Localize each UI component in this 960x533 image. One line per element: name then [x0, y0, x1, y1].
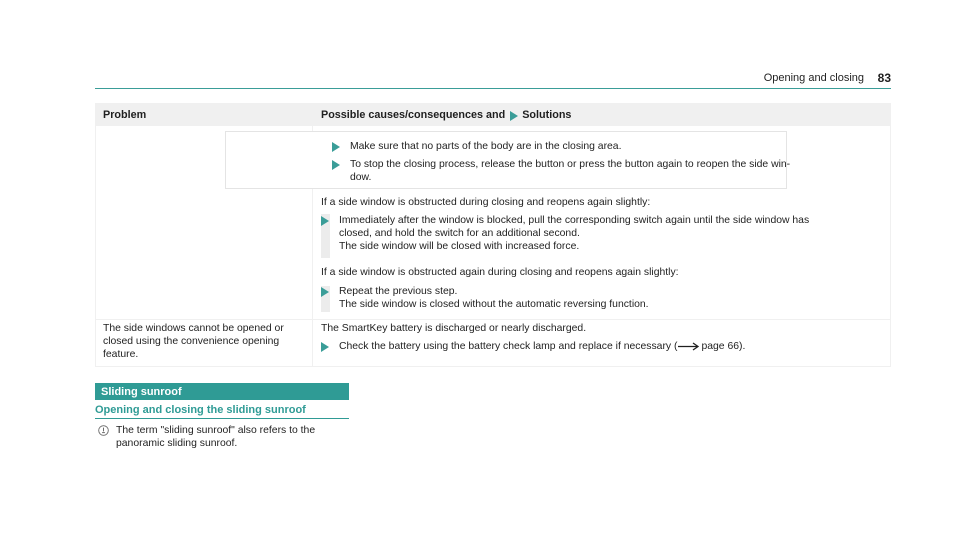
step-text: Immediately after the window is blocked, pull the corresponding switch again until the side window has closed, and hold the switch for an additional second. The side window will be closed with increased force.: [339, 215, 810, 252]
section-title: Opening and closing: [763, 72, 864, 84]
header-causes-label: Possible causes/consequences and: [321, 109, 506, 121]
step-text: Repeat the previous step. The side window is closed without the automatic reversing function.: [339, 286, 649, 310]
header-solutions: [321, 109, 571, 122]
step-item: [332, 141, 621, 154]
paragraph: If a side window is obstructed during closing and reopens again slightly:: [321, 197, 651, 208]
section-heading: Sliding sunroof: [101, 386, 182, 398]
step-arrow-icon: [332, 142, 340, 152]
step-arrow-icon: [332, 160, 340, 170]
subsection-title: Opening and closing the sliding sunroof: [95, 404, 349, 419]
page-link[interactable]: page 66).: [701, 341, 746, 352]
page-reference-arrow-icon[interactable]: [678, 342, 700, 351]
section-heading-bar: [95, 383, 349, 400]
step-arrow-icon: [321, 287, 329, 297]
table-header: [95, 103, 891, 125]
step-item: [332, 159, 790, 185]
header-problem: Problem: [103, 109, 147, 121]
step-item: [321, 215, 809, 253]
page-header: [95, 72, 891, 89]
paragraph: If a side window is obstructed again during closing and reopens again slightly:: [321, 267, 679, 278]
header-solutions-label: Solutions: [522, 109, 572, 121]
page-number: 83: [877, 71, 891, 85]
step-text: Make sure that no parts of the body are in the closing area.: [350, 141, 622, 152]
step-text: To stop the closing process, release the button or press the button again to reopen the side win- dow.: [350, 159, 791, 183]
step-arrow-icon: [321, 216, 329, 226]
solution-arrow-icon: [510, 111, 518, 121]
step-arrow-icon: [321, 342, 329, 352]
info-note-icon: [98, 425, 109, 436]
problem-text: The side windows cannot be opened or closed using the convenience opening feature.: [103, 323, 284, 360]
note-text: The term "sliding sunroof" also refers to the panoramic sliding sunroof.: [116, 425, 316, 449]
step-text: Check the battery using the battery check lamp and replace if necessary ( page 66).: [339, 341, 746, 352]
step-item: [321, 286, 649, 312]
cause-text: The SmartKey battery is discharged or nearly discharged.: [321, 323, 587, 334]
step-item: [321, 341, 745, 354]
